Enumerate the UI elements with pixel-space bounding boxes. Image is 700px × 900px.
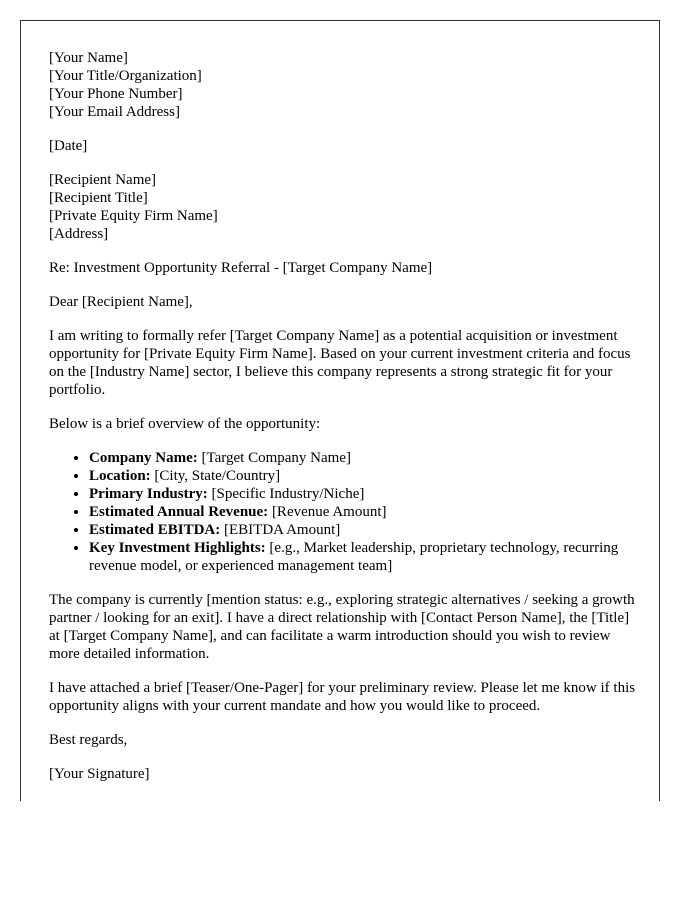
signature-line: [Your Signature] — [49, 766, 150, 782]
letter-content — [49, 49, 641, 799]
list-item-value: [Target Company Name] — [197, 450, 351, 466]
salutation: Dear [Recipient Name], — [49, 294, 193, 310]
list-item — [89, 539, 641, 575]
list-item-value: [Specific Industry/Niche] — [207, 486, 365, 502]
sender-title-org: [Your Title/Organization] — [49, 68, 202, 84]
status-paragraph: The company is currently [mention status: e.g., exploring strategic alternatives / seeking a growth partner / looking for an exit]. I have a direct relationship with [Contact Person Name], the [Title] at [Target Company Name], and can facilitate a warm introduction should you wish to review more detailed information. — [49, 592, 635, 662]
list-item — [89, 449, 641, 467]
sender-phone: [Your Phone Number] — [49, 86, 183, 102]
date-block — [49, 137, 641, 155]
attachment-paragraph: I have attached a brief [Teaser/One-Pager] for your preliminary review. Please let me know if this opportunity aligns with your current mandate and how you would like to proceed. — [49, 680, 636, 714]
sender-email: [Your Email Address] — [49, 104, 180, 120]
subject-line: Re: Investment Opportunity Referral - [Target Company Name] — [49, 260, 433, 276]
letter-date: [Date] — [49, 138, 88, 154]
list-item-label: Estimated EBITDA: — [89, 522, 221, 538]
overview-lead-paragraph: Below is a brief overview of the opportunity: — [49, 416, 321, 432]
intro-paragraph: I am writing to formally refer [Target Company Name] as a potential acquisition or investment opportunity for [Private Equity Firm Name]. Based on your current investment criteria and focus on the [Industry Name] sector, I believe this company represents a strong strategic fit for your portfolio. — [49, 328, 631, 398]
sender-block — [49, 49, 641, 121]
list-item-label: Estimated Annual Revenue: — [89, 504, 269, 520]
list-item — [89, 485, 641, 503]
recipient-address: [Address] — [49, 226, 109, 242]
sender-name: [Your Name] — [49, 50, 128, 66]
list-item — [89, 467, 641, 485]
recipient-name: [Recipient Name] — [49, 172, 157, 188]
recipient-block — [49, 171, 641, 243]
recipient-firm: [Private Equity Firm Name] — [49, 208, 218, 224]
list-item-label: Primary Industry: — [89, 486, 208, 502]
letter-page — [20, 20, 660, 801]
list-item-value: [e.g., Market leadership, proprietary technology, recurring revenue model, or experienced management team] — [89, 540, 619, 574]
list-item — [89, 521, 641, 539]
list-item-label: Company Name: — [89, 450, 198, 466]
list-item-value: [EBITDA Amount] — [220, 522, 341, 538]
closing-line: Best regards, — [49, 732, 128, 748]
list-item — [89, 503, 641, 521]
list-item-value: [City, State/Country] — [150, 468, 281, 484]
overview-list — [49, 449, 641, 575]
list-item-label: Location: — [89, 468, 151, 484]
list-item-label: Key Investment Highlights: — [89, 540, 266, 556]
recipient-title: [Recipient Title] — [49, 190, 148, 206]
list-item-value: [Revenue Amount] — [268, 504, 387, 520]
